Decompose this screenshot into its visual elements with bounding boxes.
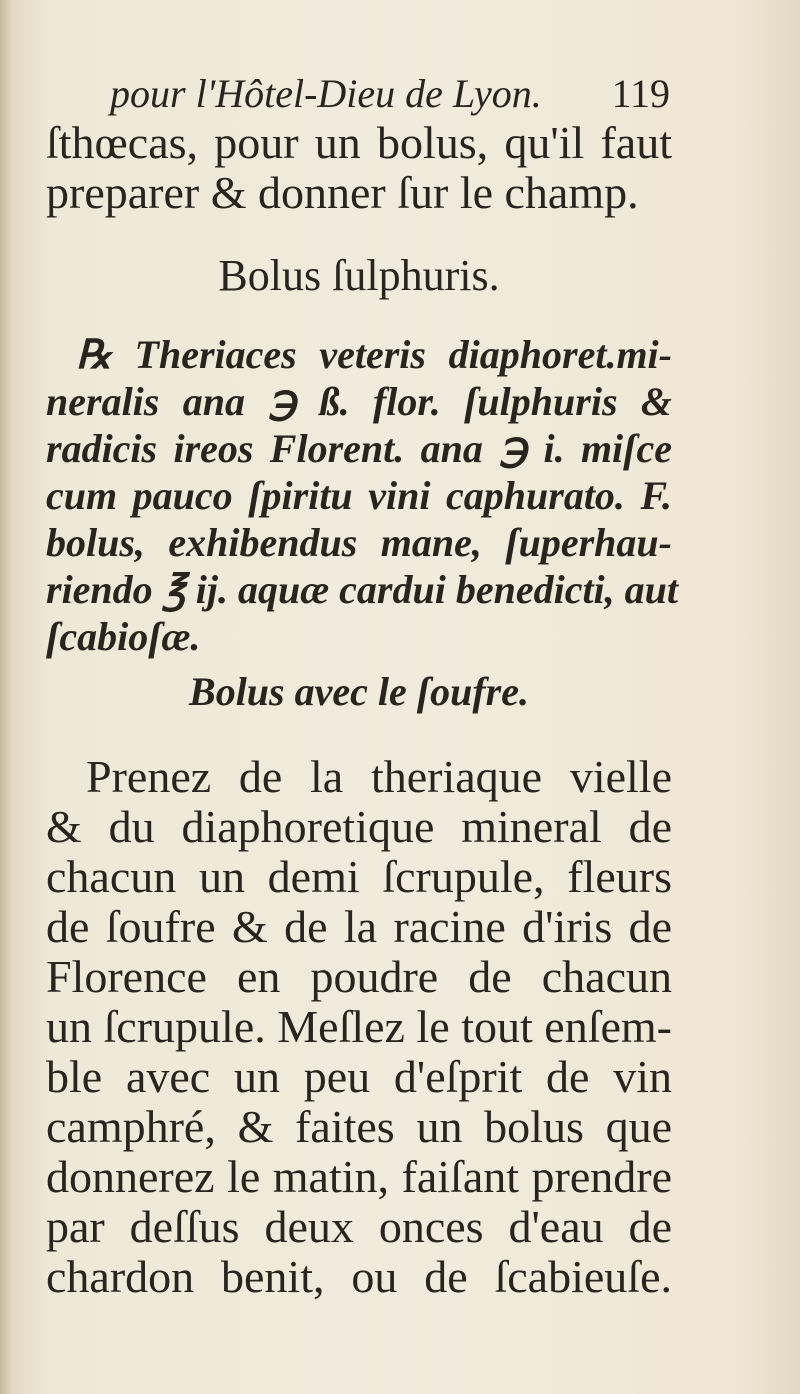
running-title: pour l'Hôtel-Dieu de Lyon.: [110, 71, 542, 116]
page-number: 119: [611, 71, 670, 116]
text-line: camphré, & faites un bolus que: [46, 1101, 672, 1152]
latin-recipe-heading: Bolus ſulphuris.: [218, 251, 500, 300]
french-recipe-body: [46, 752, 672, 1312]
opening-paragraph: [46, 118, 672, 228]
text-line: cum pauco ſpiritu vini caphurato. F.: [46, 473, 672, 518]
text-line: radicis ireos Florent. ana ℈ i. miſce: [46, 426, 672, 471]
text-line: chardon benit, ou de ſcabieuſe.: [46, 1251, 672, 1302]
text-line: de ſoufre & de la racine d'iris de: [46, 901, 672, 952]
text-line: ſthœcas, pour un bolus, qu'il faut: [46, 117, 672, 168]
text-line: riendo ℥ ij. aquæ cardui benedicti, aut: [46, 567, 679, 612]
page-gutter: [0, 0, 14, 1394]
text-line: & du diaphoretique mineral de: [46, 801, 672, 852]
text-line: Florence en poudre de chacun: [46, 951, 672, 1002]
text-line: donnerez le matin, faiſant prendre: [46, 1151, 672, 1202]
text-line: ℞ Theriaces veteris diaphoret.mi-: [76, 332, 672, 377]
text-line: par deſſus deux onces d'eau de: [46, 1201, 672, 1252]
text-line: chacun un demi ſcrupule, fleurs: [46, 851, 672, 902]
text-line: ble avec un peu d'eſprit de vin: [46, 1051, 672, 1102]
running-header: [110, 70, 670, 118]
text-line: bolus, exhibendus mane, ſuperhau-: [46, 520, 672, 565]
text-line: un ſcrupule. Meſlez le tout enſem-: [46, 1001, 672, 1052]
text-line: preparer & donner ſur le champ.: [46, 167, 639, 218]
text-line: ſcabioſæ.: [46, 614, 201, 659]
text-line: neralis ana ℈ ß. flor. ſulphuris &: [46, 379, 672, 424]
text-line: Prenez de la theriaque vielle: [86, 751, 672, 802]
french-recipe-heading: Bolus avec le ſoufre.: [189, 669, 529, 714]
latin-recipe-body: [46, 332, 679, 662]
